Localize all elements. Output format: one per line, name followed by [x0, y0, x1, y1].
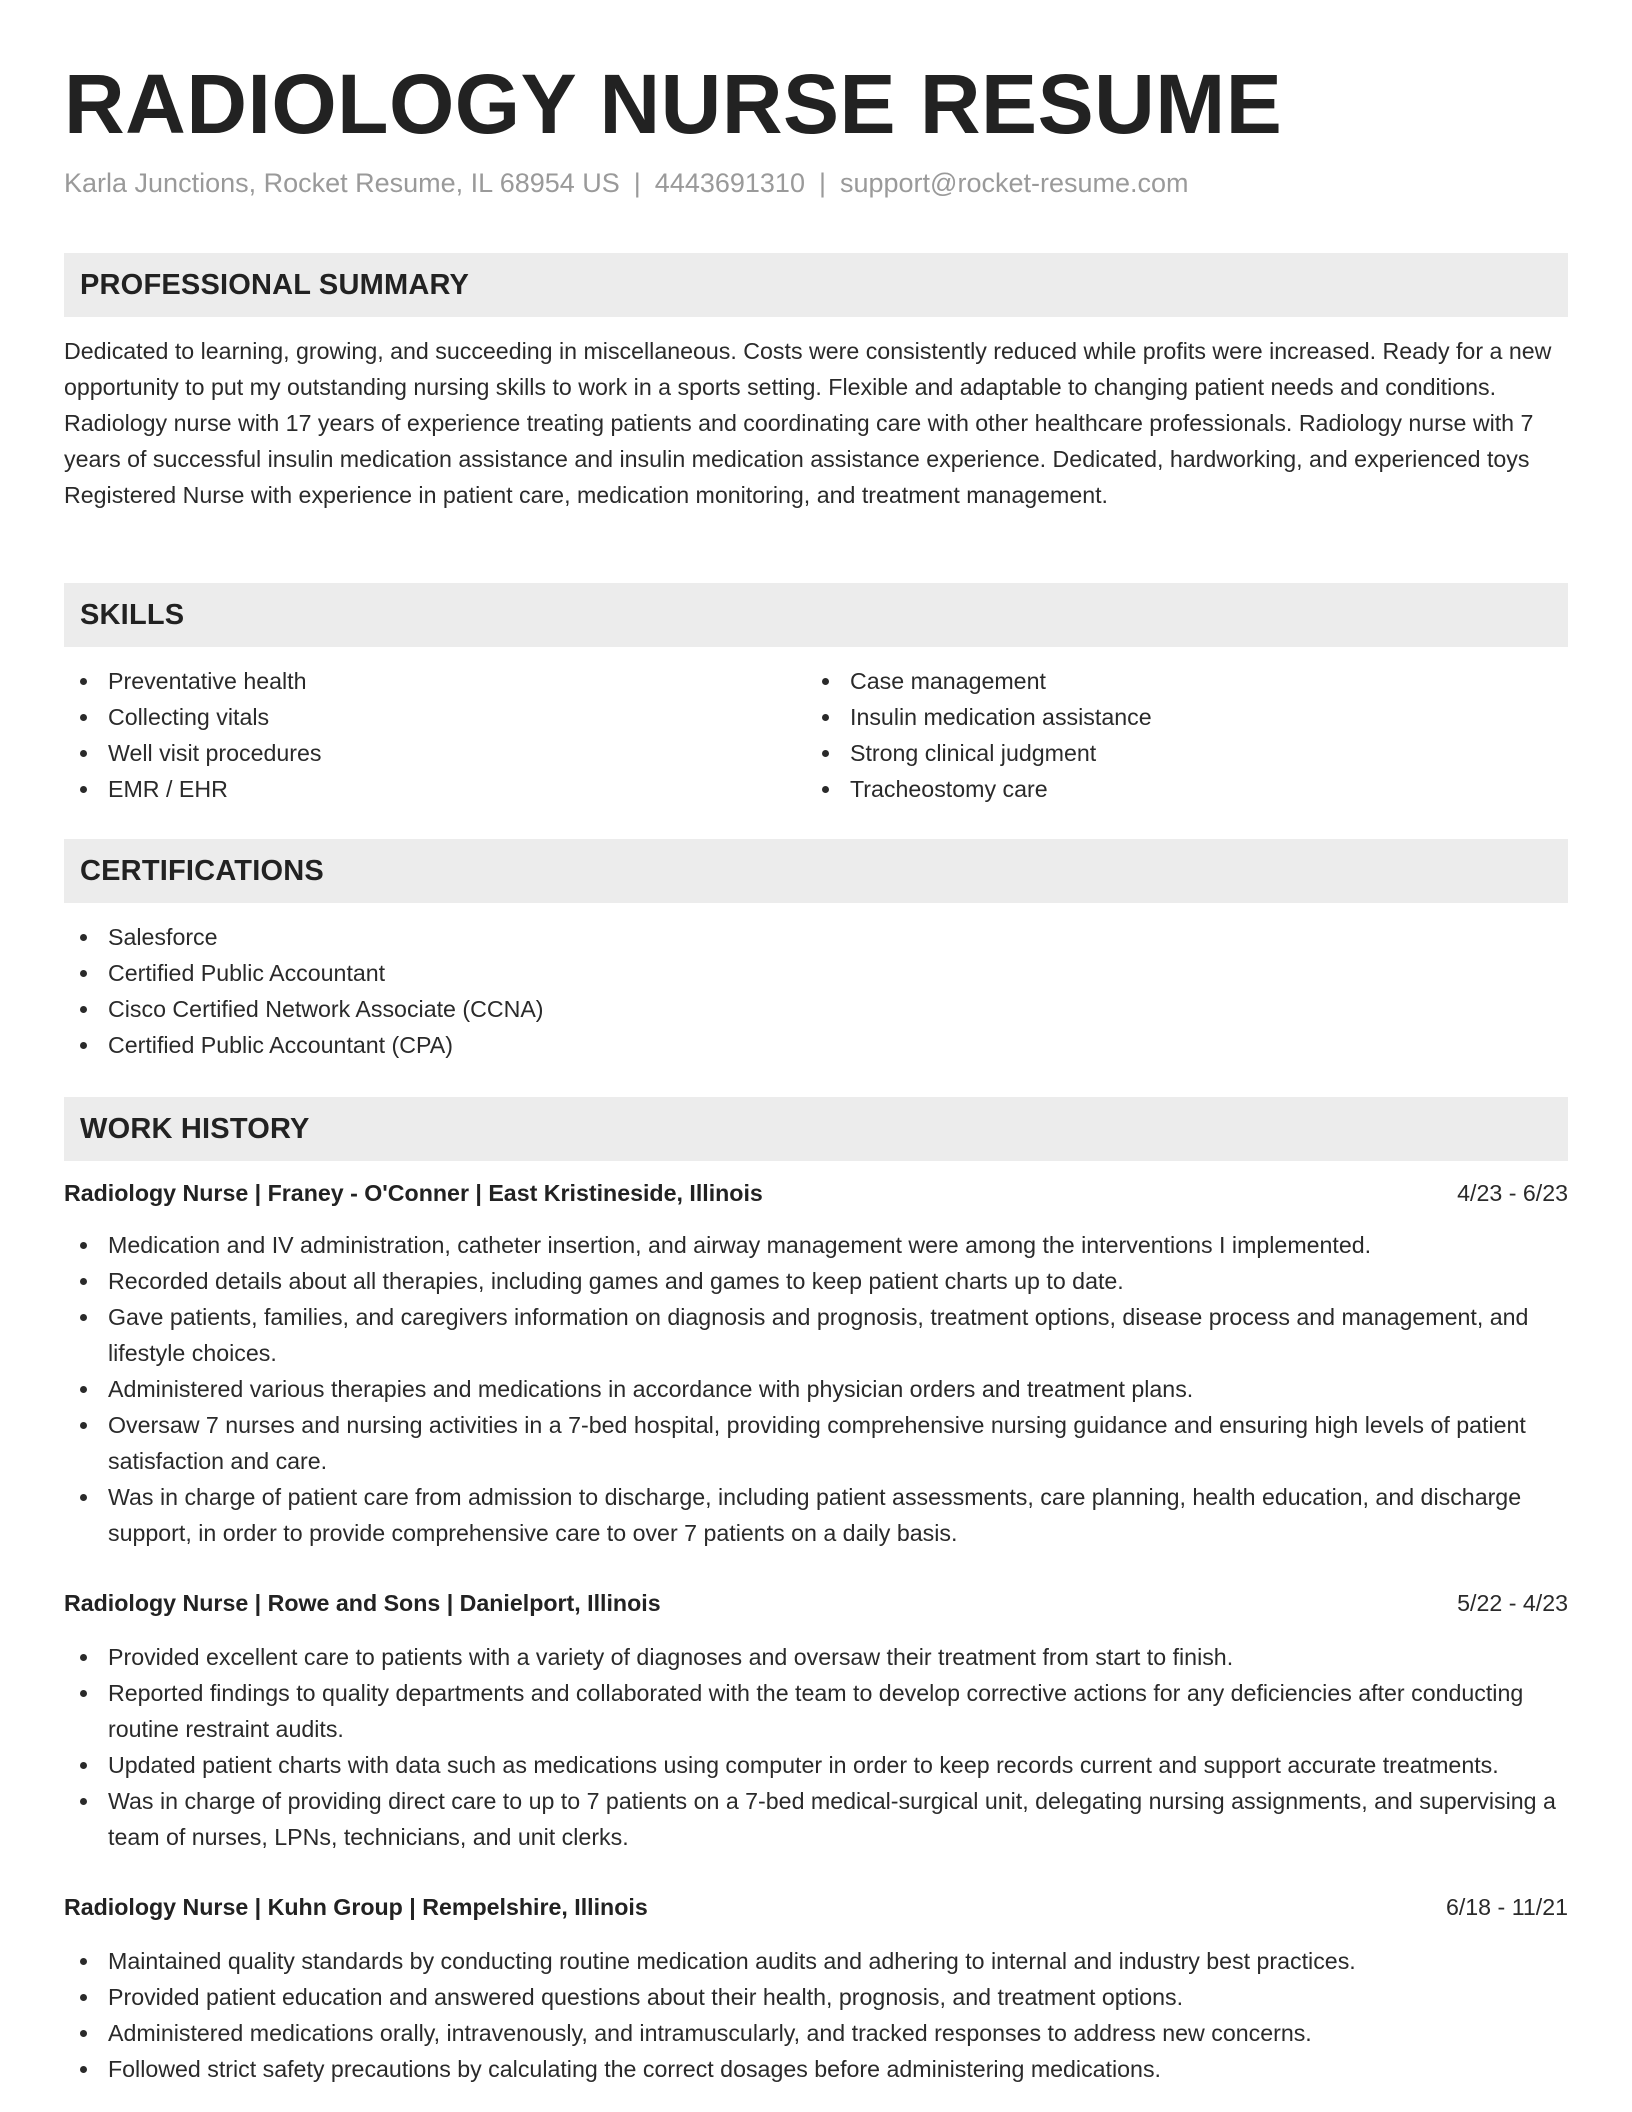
job-dates: 4/23 - 6/23 [1457, 1180, 1568, 1206]
skill-item: Well visit procedures [64, 735, 806, 771]
job-bullets [64, 1943, 1568, 2087]
job-dates: 6/18 - 11/21 [1445, 1894, 1568, 1920]
skills-grid [64, 663, 1568, 807]
job-bullet: Followed strict safety precautions by calculating the correct dosages before administering medications. [64, 2051, 1568, 2087]
resume-title: RADIOLOGY NURSE RESUME [64, 57, 1283, 151]
contact-phone: 4443691310 [654, 168, 805, 198]
job-bullet: Updated patient charts with data such as medications using computer in order to keep records current and support accurate treatments. [64, 1747, 1568, 1783]
certifications-section [64, 839, 1568, 1063]
job-dates: 5/22 - 4/23 [1457, 1590, 1568, 1616]
contact-separator: | [818, 168, 826, 198]
job-bullet: Administered medications orally, intravenously, and intramuscularly, and tracked responses to address new concerns. [64, 2015, 1568, 2051]
skill-item: Collecting vitals [64, 699, 806, 735]
skills-section [64, 583, 1568, 807]
skills-column-left [64, 663, 806, 807]
skill-item: Tracheostomy care [806, 771, 1548, 807]
job-bullet: Was in charge of providing direct care to up to 7 patients on a 7-bed medical-surgical unit, delegating nursing assignments, and supervising a team of nurses, LPNs, technicians, and unit clerks. [64, 1783, 1568, 1855]
job-bullet: Administered various therapies and medications in accordance with physician orders and treatment plans. [64, 1371, 1568, 1407]
job-bullets [64, 1639, 1568, 1855]
job-bullet: Gave patients, families, and caregivers information on diagnosis and prognosis, treatment options, disease process and management, and lifestyle choices. [64, 1299, 1568, 1371]
job-bullet: Provided excellent care to patients with a variety of diagnoses and oversaw their treatment from start to finish. [64, 1639, 1568, 1675]
job-title: Radiology Nurse | Kuhn Group | Rempelshire, Illinois [64, 1894, 648, 1920]
job-header [64, 1175, 1568, 1211]
job-bullet: Oversaw 7 nurses and nursing activities in a 7-bed hospital, providing comprehensive nursing guidance and ensuring high levels of patient satisfaction and care. [64, 1407, 1568, 1479]
contact-separator: | [633, 168, 641, 198]
job-header [64, 1889, 1568, 1925]
job-bullets [64, 1227, 1568, 1551]
job-title: Radiology Nurse | Rowe and Sons | Danielport, Illinois [64, 1590, 661, 1616]
skill-item: Preventative health [64, 663, 806, 699]
skills-heading: SKILLS [64, 583, 1568, 647]
contact-line [64, 168, 1189, 199]
work-history-heading: WORK HISTORY [64, 1097, 1568, 1161]
skill-item: Strong clinical judgment [806, 735, 1548, 771]
job-bullet: Was in charge of patient care from admission to discharge, including patient assessments, care planning, health education, and discharge support, in order to provide comprehensive care to over 7 patients on a daily basis. [64, 1479, 1568, 1551]
job-entry [64, 1175, 1568, 1551]
job-bullet: Recorded details about all therapies, including games and games to keep patient charts up to date. [64, 1263, 1568, 1299]
certification-item: Certified Public Accountant (CPA) [64, 1027, 1568, 1063]
certifications-list [64, 919, 1568, 1063]
job-title: Radiology Nurse | Franey - O'Conner | East Kristineside, Illinois [64, 1180, 763, 1206]
skill-item: Insulin medication assistance [806, 699, 1548, 735]
certification-item: Certified Public Accountant [64, 955, 1568, 991]
contact-email: support@rocket-resume.com [839, 168, 1189, 198]
job-bullet: Reported findings to quality departments and collaborated with the team to develop corrective actions for any deficiencies after conducting routine restraint audits. [64, 1675, 1568, 1747]
skill-item: EMR / EHR [64, 771, 806, 807]
contact-address: Karla Junctions, Rocket Resume, IL 68954 US [64, 168, 620, 198]
job-bullet: Maintained quality standards by conducting routine medication audits and adhering to internal and industry best practices. [64, 1943, 1568, 1979]
job-bullet: Provided patient education and answered questions about their health, prognosis, and treatment options. [64, 1979, 1568, 2015]
job-entry [64, 1889, 1568, 2087]
job-header [64, 1585, 1568, 1621]
certifications-heading: CERTIFICATIONS [64, 839, 1568, 903]
summary-section [64, 253, 1568, 513]
job-bullet: Medication and IV administration, catheter insertion, and airway management were among the interventions I implemented. [64, 1227, 1568, 1263]
skills-column-right [806, 663, 1548, 807]
work-history-section [64, 1097, 1568, 2087]
summary-text: Dedicated to learning, growing, and succeeding in miscellaneous. Costs were consistently reduced while profits were increased. Ready for a new opportunity to put my outstanding nursing skills to work in a sports setting. Flexible and adaptable to changing patient needs and conditions. Radiology nurse with 17 years of experience treating patients and coordinating care with other healthcare professionals. Radiology nurse with 7 years of successful insulin medication assistance and insulin medication assistance experience. Dedicated, hardworking, and experienced toys Registered Nurse with experience in patient care, medication monitoring, and treatment management. [64, 338, 1552, 508]
job-entry [64, 1585, 1568, 1855]
certification-item: Cisco Certified Network Associate (CCNA) [64, 991, 1568, 1027]
summary-heading: PROFESSIONAL SUMMARY [64, 253, 1568, 317]
skill-item: Case management [806, 663, 1548, 699]
certification-item: Salesforce [64, 919, 1568, 955]
